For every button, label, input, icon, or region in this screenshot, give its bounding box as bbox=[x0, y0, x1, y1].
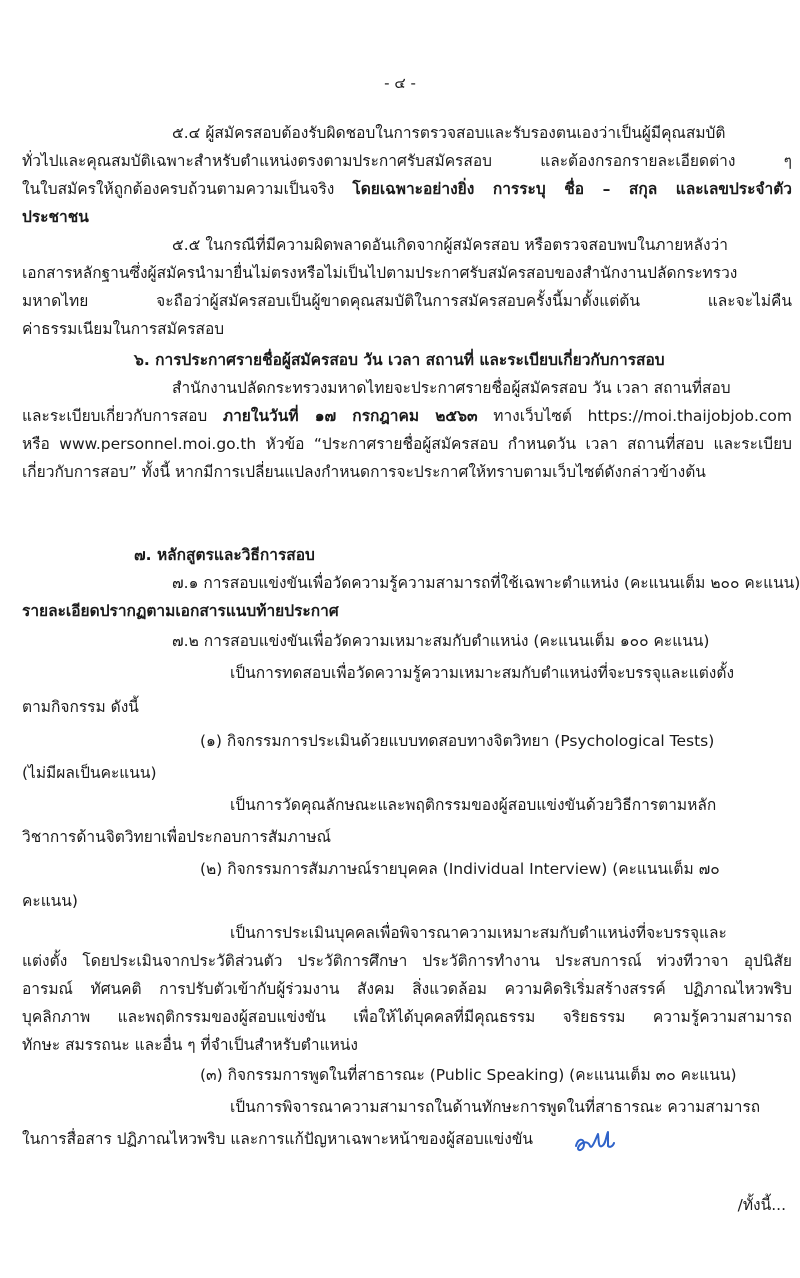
handwritten-initials-icon bbox=[572, 1126, 616, 1156]
s6-date-emphasis: ภายในวันที่ ๑๗ กรกฎาคม ๒๕๖๓ bbox=[222, 407, 478, 425]
activity-3-line-1: (๓) กิจกรรมการพูดในที่สาธารณะ (Public Speaking) (คะแนนเต็ม ๓๐ คะแนน) bbox=[200, 1066, 737, 1084]
s5-4-line-1: ๕.๔ ผู้สมัครสอบต้องรับผิดชอบในการตรวจสอบและรับรองตนเองว่าเป็นผู้มีคุณสมบัติ bbox=[172, 124, 726, 142]
s6-line-4: เกี่ยวกับการสอบ” ทั้งนี้ หากมีการเปลี่ยนแปลงกำหนดการจะประกาศให้ทราบตามเว็บไซต์ดังกล่าวข้างต้น bbox=[22, 463, 706, 481]
s5-4-line-3 bbox=[22, 178, 792, 202]
s6-website-text: ทางเว็บไซต์ https://moi.thaijobjob.com bbox=[477, 407, 792, 425]
s5-5-line-1: ๕.๕ ในกรณีที่มีความผิดพลาดอันเกิดจากผู้สมัครสอบ หรือตรวจสอบพบในภายหลังว่า bbox=[172, 236, 728, 254]
activity-2-line-1: (๒) กิจกรรมการสัมภาษณ์รายบุคคล (Individual Interview) (คะแนนเต็ม ๗๐ bbox=[200, 860, 720, 878]
closing-continuation: /ทั้งนี้... bbox=[737, 1196, 786, 1214]
s7-1-line-2: รายละเอียดปรากฏตามเอกสารแนบท้ายประกาศ bbox=[22, 602, 339, 620]
activity-2-line-7: ทักษะ สมรรถนะ และอื่น ๆ ที่จำเป็นสำหรับตำแหน่ง bbox=[22, 1036, 358, 1054]
activity-2-line-4: แต่งตั้ง โดยประเมินจากประวัติส่วนตัว ประวัติการศึกษา ประวัติการทำงาน ประสบการณ์ ท่วงทีวาจา อุปนิสัย bbox=[22, 952, 792, 970]
s6-line-1: สำนักงานปลัดกระทรวงมหาดไทยจะประกาศรายชื่อผู้สมัครสอบ วัน เวลา สถานที่สอบ bbox=[172, 379, 731, 397]
activity-1-line-3: เป็นการวัดคุณลักษณะและพฤติกรรมของผู้สอบแข่งขันด้วยวิธีการตามหลัก bbox=[230, 796, 717, 814]
s7-2-line-2: เป็นการทดสอบเพื่อวัดความรู้ความเหมาะสมกับตำแหน่งที่จะบรรจุและแต่งตั้ง bbox=[230, 664, 735, 682]
s6-line-2 bbox=[22, 405, 792, 429]
activity-1-line-2: (ไม่มีผลเป็นคะแนน) bbox=[22, 764, 157, 782]
s5-4-line-4: ประชาชน bbox=[22, 208, 89, 226]
s7-2-line-1: ๗.๒ การสอบแข่งขันเพื่อวัดความเหมาะสมกับตำแหน่ง (คะแนนเต็ม ๑๐๐ คะแนน) bbox=[172, 632, 710, 650]
s5-5-line-2: เอกสารหลักฐานซึ่งผู้สมัครนำมายื่นไม่ตรงหรือไม่เป็นไปตามประกาศรับสมัครสอบของสำนักงานปลัดกระทรวง bbox=[22, 264, 738, 282]
activity-1-line-4: วิชาการด้านจิตวิทยาเพื่อประกอบการสัมภาษณ์ bbox=[22, 828, 332, 846]
section-6-heading: ๖. การประกาศรายชื่อผู้สมัครสอบ วัน เวลา สถานที่ และระเบียบเกี่ยวกับการสอบ bbox=[134, 351, 665, 369]
activity-2-line-2: คะแนน) bbox=[22, 892, 78, 910]
activity-3-line-3: ในการสื่อสาร ปฏิภาณไหวพริบ และการแก้ปัญหาเฉพาะหน้าของผู้สอบแข่งขัน bbox=[22, 1130, 534, 1148]
activity-1-line-1: (๑) กิจกรรมการประเมินด้วยแบบทดสอบทางจิตวิทยา (Psychological Tests) bbox=[200, 732, 715, 750]
s6-line-2-text: และระเบียบเกี่ยวกับการสอบ bbox=[22, 407, 223, 425]
s5-4-line-3-text: ในใบสมัครให้ถูกต้องครบถ้วนตามความเป็นจริง bbox=[22, 180, 353, 198]
s5-4-emphasis: โดยเฉพาะอย่างยิ่ง การระบุ ชื่อ – สกุล และเลขประจำตัว bbox=[352, 180, 792, 198]
s7-2-line-3: ตามกิจกรรม ดังนี้ bbox=[22, 698, 139, 716]
s5-5-line-3: มหาดไทย จะถือว่าผู้สมัครสอบเป็นผู้ขาดคุณสมบัติในการสมัครสอบครั้งนี้มาตั้งแต่ต้น และจะไม่คืน bbox=[22, 292, 792, 310]
page-number: - ๔ - bbox=[384, 74, 416, 92]
activity-2-line-5: อารมณ์ ทัศนคติ การปรับตัวเข้ากับผู้ร่วมงาน สังคม สิ่งแวดล้อม ความคิดริเริ่มสร้างสรรค์ ปฏิภาณไหวพริบ bbox=[22, 980, 792, 998]
s7-1-line-1: ๗.๑ การสอบแข่งขันเพื่อวัดความรู้ความสามารถที่ใช้เฉพาะตำแหน่ง (คะแนนเต็ม ๒๐๐ คะแนน) bbox=[172, 574, 800, 592]
s5-4-line-2: ทั่วไปและคุณสมบัติเฉพาะสำหรับตำแหน่งตรงตามประกาศรับสมัครสอบ และต้องกรอกรายละเอียดต่าง ๆ bbox=[22, 152, 792, 170]
section-7-heading: ๗. หลักสูตรและวิธีการสอบ bbox=[134, 546, 315, 564]
activity-2-line-6: บุคลิกภาพ และพฤติกรรมของผู้สอบแข่งขัน เพื่อให้ได้บุคคลที่มีคุณธรรม จริยธรรม ความรู้ความสามารถ bbox=[22, 1008, 792, 1026]
activity-3-line-2: เป็นการพิจารณาความสามารถในด้านทักษะการพูดในที่สาธารณะ ความสามารถ bbox=[230, 1098, 761, 1116]
s5-5-line-4: ค่าธรรมเนียมในการสมัครสอบ bbox=[22, 320, 225, 338]
s6-line-3: หรือ www.personnel.moi.go.th หัวข้อ “ประกาศรายชื่อผู้สมัครสอบ กำหนดวัน เวลา สถานที่สอบ และระเบียบ bbox=[22, 435, 792, 453]
activity-2-line-3: เป็นการประเมินบุคคลเพื่อพิจารณาความเหมาะสมกับตำแหน่งที่จะบรรจุและ bbox=[230, 924, 727, 942]
